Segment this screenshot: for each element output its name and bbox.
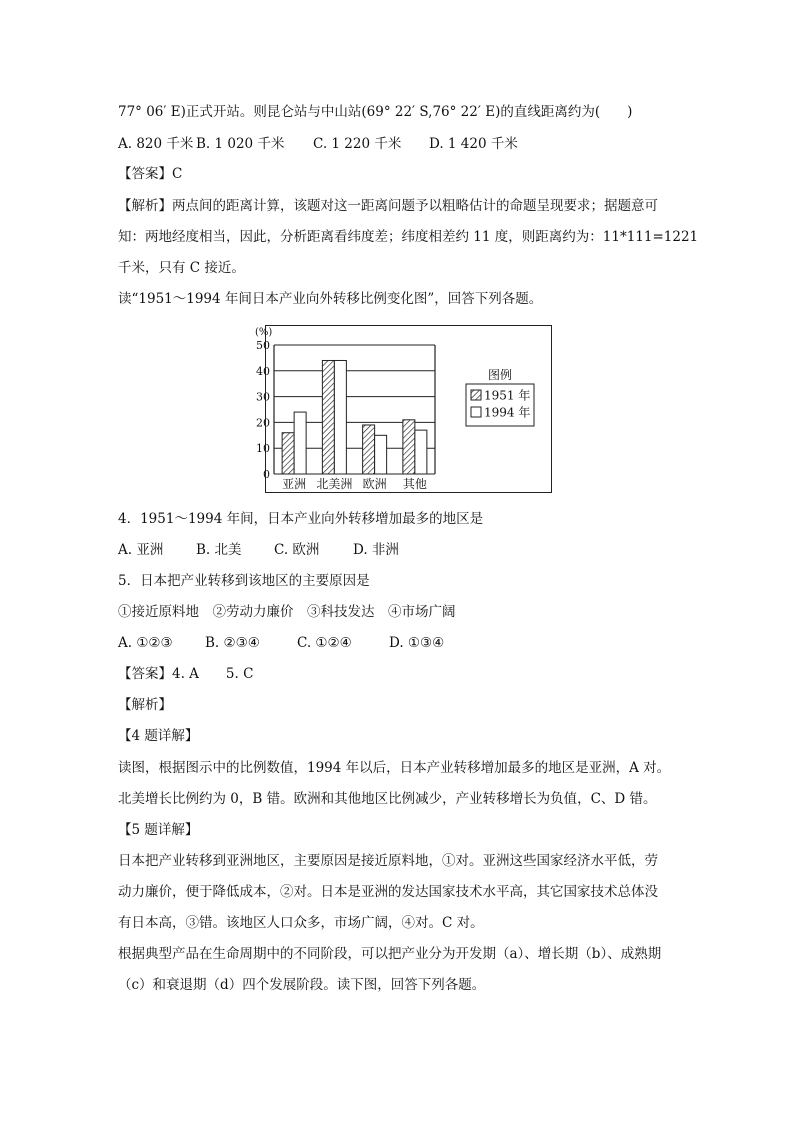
detail-5-heading: 【5 题详解】 [118, 822, 199, 838]
detail-4-line1: 读图，根据图示中的比例数值，1994 年以后，日本产业转移增加最多的地区是亚洲，A 对。 [118, 760, 671, 776]
q5-option-c: C. ①②④ [297, 635, 352, 651]
q5-options [118, 634, 444, 652]
q3-option-a: A. 820 千米 [118, 136, 194, 152]
y-tick-label: 50 [256, 339, 270, 352]
analysis-heading: 【解析】 [118, 697, 172, 713]
y-tick-label: 40 [256, 364, 270, 378]
bar-chart-frame [255, 325, 552, 493]
bar-1951-0 [282, 433, 294, 474]
bar-chart [255, 326, 551, 492]
q4-option-d: D. 非洲 [353, 542, 399, 558]
q3-option-b: B. 1 020 千米 [196, 136, 285, 152]
detail-5-line2: 动力廉价，便于降低成本，②对。日本是亚洲的发达国家技术水平高，其它国家技术总体没 [118, 884, 658, 900]
y-tick-label: 0 [263, 468, 270, 481]
detail-5-line3: 有日本高，③错。该地区人口众多，市场广阔，④对。C 对。 [118, 915, 484, 931]
q5-option-d: D. ①③④ [389, 635, 445, 651]
answer-4-5: 【答案】4. A 5. C [118, 666, 254, 682]
q4-options [118, 541, 399, 559]
q4-option-a: A. 亚洲 [118, 542, 164, 558]
q3-option-d: D. 1 420 千米 [429, 136, 518, 152]
q4-option-c: C. 欧洲 [274, 542, 320, 558]
q4-option-b: B. 北美 [196, 542, 242, 558]
bar-1951-3 [403, 420, 415, 474]
legend-label-0: 1951 年 [484, 388, 531, 403]
next-intro-line2: （c）和衰退期（d）四个发展阶段。读下图，回答下列各题。 [118, 977, 486, 993]
y-tick-label: 10 [256, 442, 270, 456]
chart-intro: 读“1951～1994 年间日本产业向外转移比例变化图”，回答下列各题。 [118, 291, 543, 307]
legend-title: 图例 [487, 368, 513, 382]
detail-5-line1: 日本把产业转移到亚洲地区，主要原因是接近原料地，①对。亚洲这些国家经济水平低，劳 [118, 853, 658, 869]
detail-4-heading: 【4 题详解】 [118, 728, 199, 744]
q5-items: ①接近原料地 ②劳动力廉价 ③科技发达 ④市场广阔 [118, 604, 456, 620]
legend-swatch-0 [471, 390, 481, 400]
q3-options [118, 135, 518, 153]
x-category-label: 北美洲 [316, 477, 353, 491]
question-3-continuation: 77° 06′ E)正式开站。则昆仑站与中山站(69° 22′ S,76° 22′ E)的直线距离约为( ) [118, 104, 633, 120]
bar-1951-1 [322, 360, 334, 474]
bar-1994-0 [294, 412, 306, 474]
legend-swatch-1 [471, 407, 481, 417]
x-category-label: 欧洲 [362, 477, 387, 491]
y-tick-label: 20 [256, 416, 270, 430]
q5-option-b: B. ②③④ [205, 635, 260, 651]
bar-1994-1 [334, 360, 346, 474]
next-intro-line1: 根据典型产品在生命周期中的不同阶段，可以把产业分为开发期（a）、增长期（b）、成熟期 [118, 946, 662, 962]
analysis-3-line2: 知：两地经度相当，因此，分析距离看纬度差；纬度相差约 11 度，则距离约为：11*111=1221 [118, 229, 699, 245]
q5-option-a: A. ①②③ [118, 635, 173, 651]
y-axis-unit-label: (%) [255, 327, 273, 338]
legend-label-1: 1994 年 [484, 405, 531, 420]
x-category-label: 其他 [402, 477, 427, 491]
analysis-3-line3: 千米，只有 C 接近。 [118, 260, 245, 276]
question-5: 5．日本把产业转移到该地区的主要原因是 [118, 573, 370, 589]
bar-1994-3 [415, 430, 427, 474]
question-4: 4．1951～1994 年间，日本产业向外转移增加最多的地区是 [118, 511, 484, 527]
bar-1951-2 [363, 425, 375, 474]
analysis-3-line1: 【解析】两点间的距离计算，该题对这一距离问题予以粗略估计的命题呈现要求；据题意可 [118, 198, 658, 214]
bar-1994-2 [375, 435, 387, 474]
y-tick-label: 30 [256, 390, 270, 404]
q3-option-c: C. 1 220 千米 [313, 136, 402, 152]
detail-4-line2: 北美增长比例约为 0，B 错。欧洲和其他地区比例减少，产业转移增长为负值，C、D 错。 [118, 791, 657, 807]
x-category-label: 亚洲 [282, 477, 307, 491]
answer-3: 【答案】C [118, 166, 183, 182]
